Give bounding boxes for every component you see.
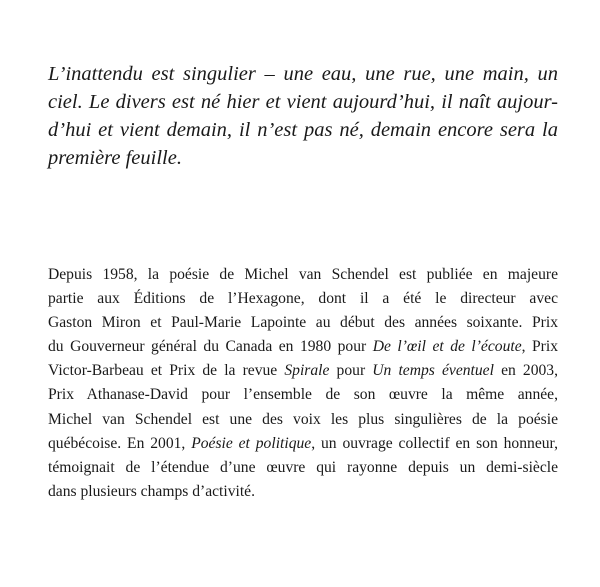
bio-line: Michel van Schendel est une des voix les plus singulières de la poésie [48,410,558,428]
author-biography [48,263,558,504]
book-title-de-loeil: De l’œil et de l’écoute [372,338,522,356]
bio-text: en 2003, [493,362,559,380]
bio-line: partie aux Éditions de l’Hexagone, dont il a été le directeur avec [48,290,558,308]
book-title-poesie-et-politique: Poésie et politique [191,434,312,452]
epigraph-line: première feuille. [48,147,182,169]
epigraph-line: ciel. Le divers est né hier et vient aujourd’hui, il naît aujour- [48,91,558,113]
bio-text: pour [329,362,373,380]
bio-text: du Gouverneur général du Canada en 1980 pour [48,338,373,356]
bio-text: Victor-Barbeau et Prix de la revue [48,362,285,380]
bio-line: Prix Athanase-David pour l’ensemble de son œuvre la même année, [48,386,558,404]
bio-line: Depuis 1958, la poésie de Michel van Schendel est publiée en majeure [48,266,558,283]
bio-text: , un ouvrage collectif en son honneur, [311,434,558,452]
bio-text: , Prix [521,338,559,356]
epigraph-line: L’inattendu est singulier – une eau, une rue, une main, un [48,63,558,85]
bio-line [48,335,558,359]
bio-line: Gaston Miron et Paul-Marie Lapointe au début des années soixante. Prix [48,314,558,332]
bio-line [48,432,558,456]
epigraph-quote [48,60,558,172]
bio-line [48,359,558,383]
journal-title-spirale: Spirale [284,362,330,380]
bio-text: québécoise. En 2001, [48,434,192,452]
book-title-un-temps-eventuel: Un temps éventuel [372,362,494,380]
bio-line: témoignait de l’étendue d’une œuvre qui rayonne depuis un demi-siècle [48,458,558,476]
epigraph-line: d’hui et vient demain, il n’est pas né, demain encore sera la [48,119,558,141]
bio-line: dans plusieurs champs d’activité. [48,482,255,500]
